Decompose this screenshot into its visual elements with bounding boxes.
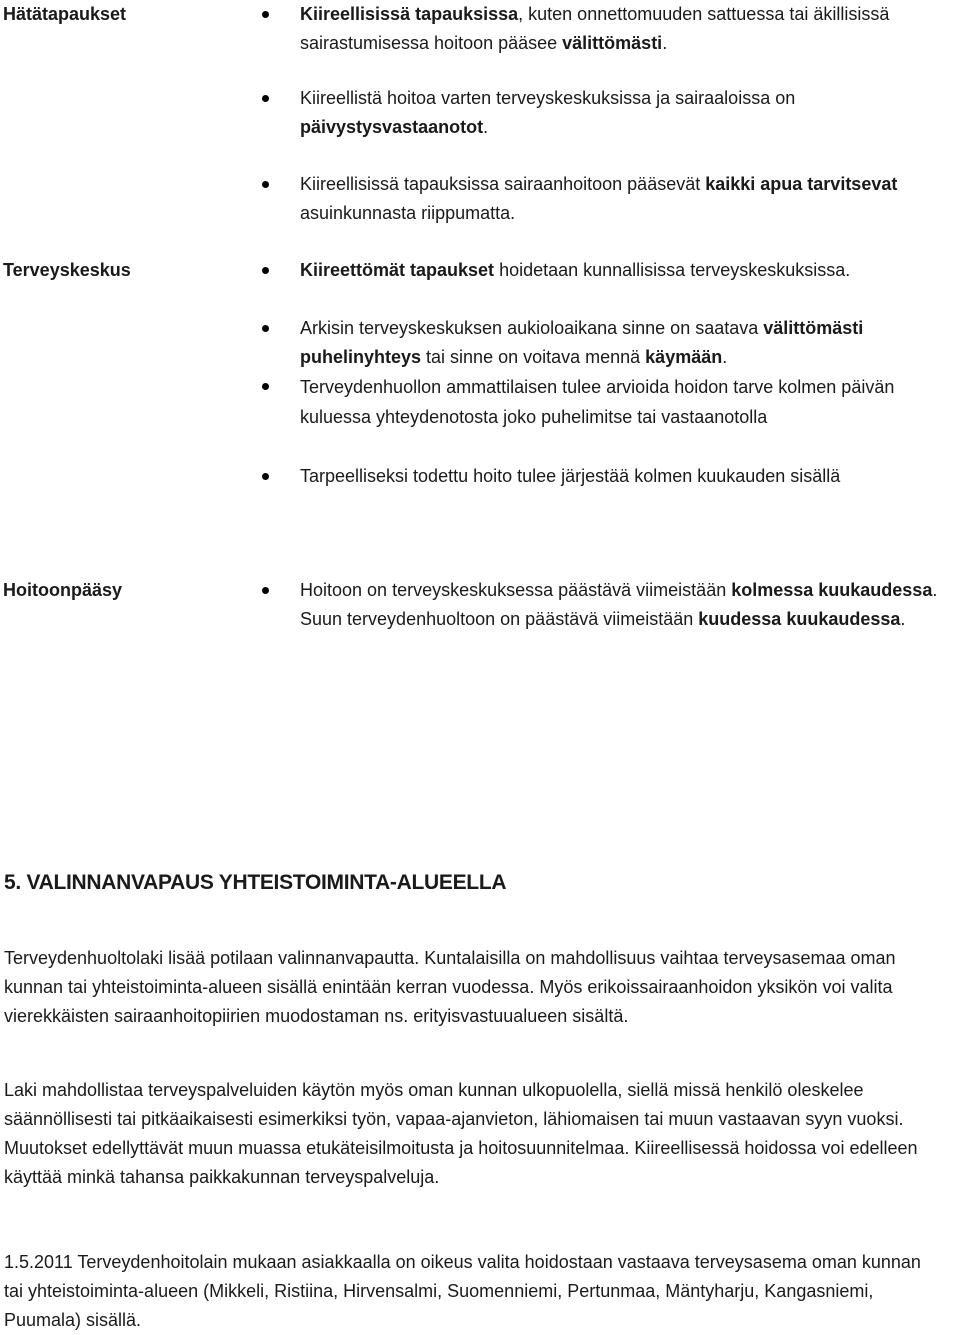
- bullet-icon: [262, 11, 269, 18]
- list-item-text: Kiireettömät tapaukset hoidetaan kunnallisissa terveyskeskuksissa.: [300, 260, 851, 280]
- list-item-text: Kiireellisissä tapauksissa, kuten onnettomuuden sattuessa tai äkillisissä sairastumisessa hoitoon pääsee välittömästi.: [300, 4, 890, 53]
- section-label: Hätätapaukset: [3, 4, 127, 24]
- section-label: Terveyskeskus: [3, 260, 131, 280]
- paragraph: Laki mahdollistaa terveyspalveluiden käytön myös oman kunnan ulkopuolella, siellä missä henkilö oleskelee säännöllisesti tai pitkäaikaisesti esimerkiksi työn, vapaa-ajanvieton, lähiomaisen tai muun vastaavan syyn vuoksi. Muutokset edellyttävät muun muassa etukäteisilmoitusta ja hoitosuunnitelmaa. Kiireellisessä hoidossa voi edelleen käyttää minkä tahansa paikkakunnan terveyspalveluja.: [4, 1080, 918, 1187]
- bullet-icon: [262, 473, 269, 480]
- list-item-text: Arkisin terveyskeskuksen aukioloaikana sinne on saatava välittömästi puhelinyhteys tai sinne on voitava mennä käymään.: [300, 318, 864, 367]
- list-item-text: Tarpeelliseksi todettu hoito tulee järjestää kolmen kuukauden sisällä: [300, 466, 841, 486]
- bullet-icon: [262, 383, 269, 390]
- section-label: Hoitoonpääsy: [3, 580, 123, 600]
- list-item-text: Kiireellistä hoitoa varten terveyskeskuksissa ja sairaaloissa on päivystysvastaanotot.: [300, 88, 796, 137]
- bullet-icon: [262, 587, 269, 594]
- section-heading: 5. VALINNANVAPAUS YHTEISTOIMINTA-ALUEELLA: [4, 871, 507, 894]
- bullet-icon: [262, 325, 269, 332]
- paragraph: 1.5.2011 Terveydenhoitolain mukaan asiakkaalla on oikeus valita hoidostaan vastaava terveysasema oman kunnan tai yhteistoiminta-alueen (Mikkeli, Ristiina, Hirvensalmi, Suomenniemi, Pertunmaa, Mäntyharju, Kangasniemi, Puumala) sisällä.: [4, 1252, 921, 1330]
- list-item-text: Hoitoon on terveyskeskuksessa päästävä viimeistään kolmessa kuukaudessa. Suun terveydenhuoltoon on päästävä viimeistään kuudessa kuukaudessa.: [300, 580, 938, 629]
- bullet-icon: [262, 181, 269, 188]
- paragraph: Terveydenhuoltolaki lisää potilaan valinnanvapautta. Kuntalaisilla on mahdollisuus vaihtaa terveysasemaa oman kunnan tai yhteistoiminta-alueen sisällä enintään kerran vuodessa. Myös erikoissairaanhoidon yksikön voi valita vierekkäisten sairaanhoitopiirien muodostaman ns. erityisvastuualueen sisältä.: [4, 948, 896, 1026]
- bullet-icon: [262, 267, 269, 274]
- list-item-text: Kiireellisissä tapauksissa sairaanhoitoon pääsevät kaikki apua tarvitsevat asuinkunnasta riippumatta.: [300, 174, 898, 223]
- bullet-icon: [262, 95, 269, 102]
- list-item-text: Terveydenhuollon ammattilaisen tulee arvioida hoidon tarve kolmen päivän kuluessa yhteydenotosta joko puhelimitse tai vastaanotolla: [300, 377, 895, 427]
